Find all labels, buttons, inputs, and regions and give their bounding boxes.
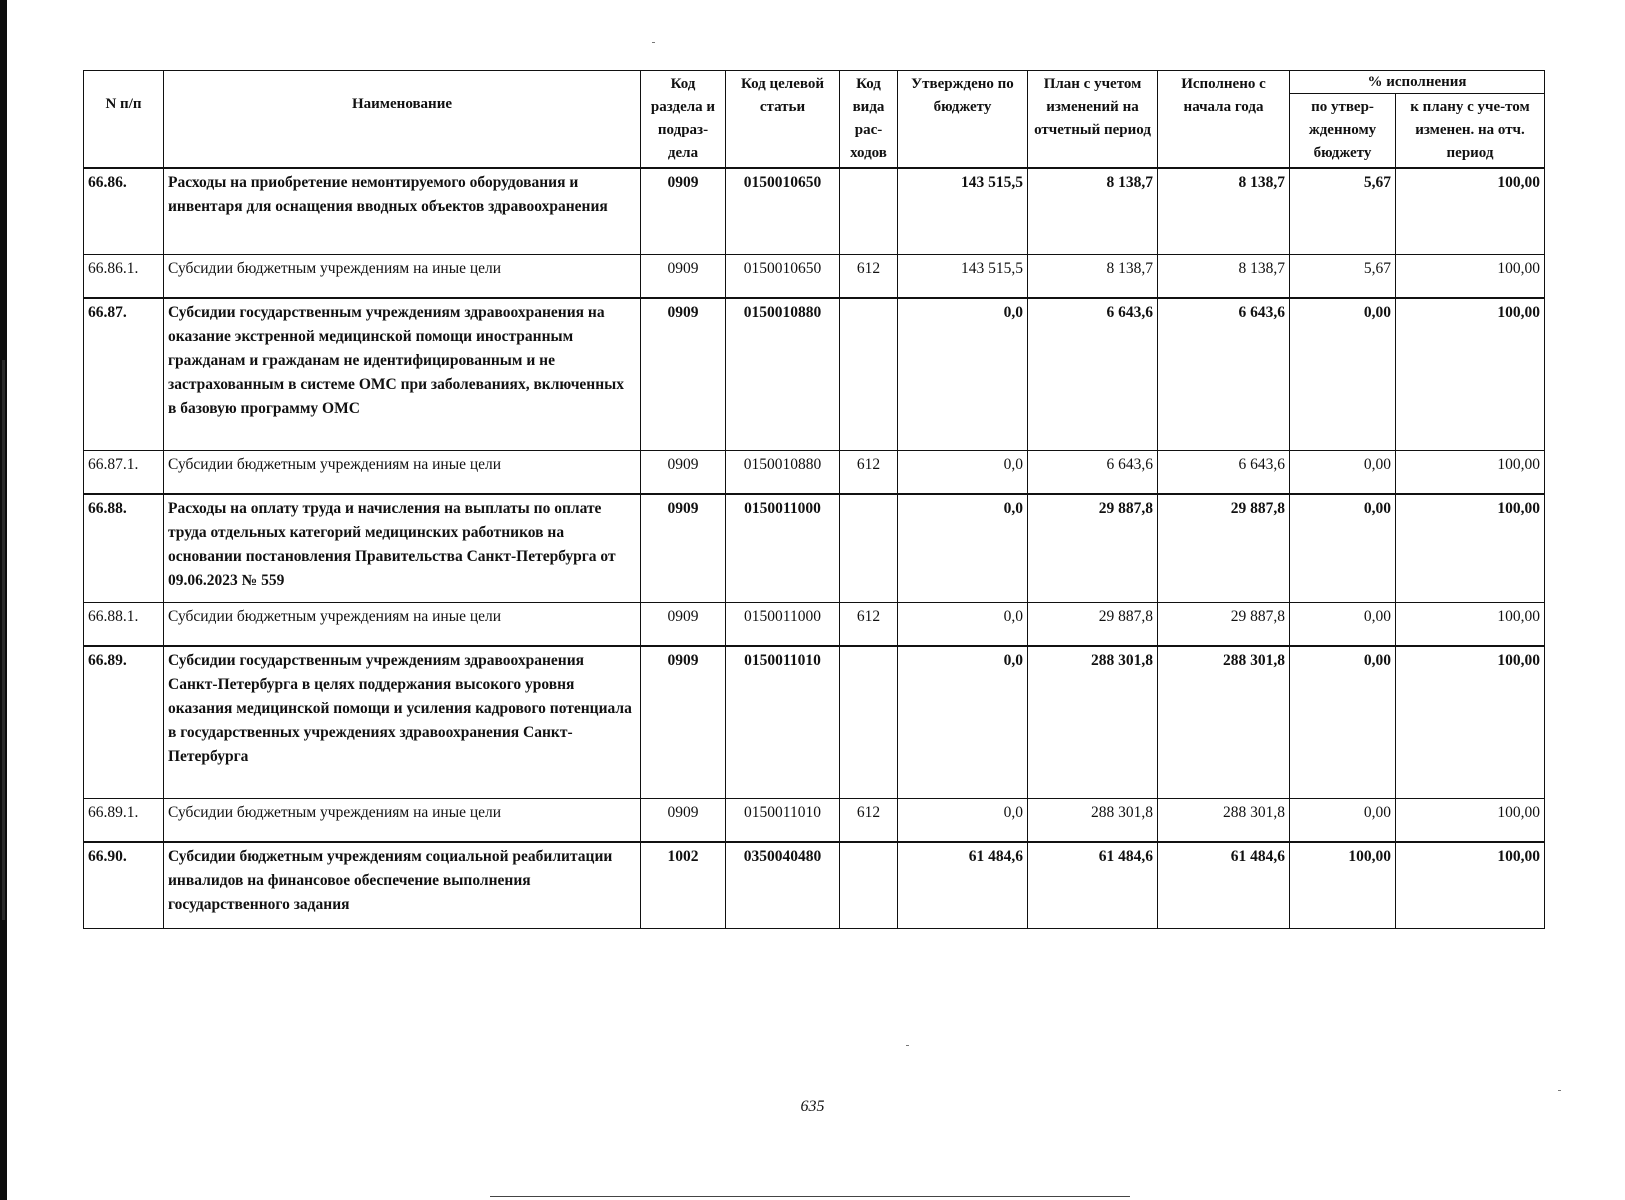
cell-pct-approved: 0,00 bbox=[1290, 494, 1396, 602]
header-executed: Исполнено с начала года bbox=[1158, 71, 1290, 169]
cell-pct-plan: 100,00 bbox=[1396, 646, 1545, 798]
cell-executed: 61 484,6 bbox=[1158, 842, 1290, 928]
cell-expense-type: 612 bbox=[840, 602, 898, 646]
cell-executed: 8 138,7 bbox=[1158, 254, 1290, 298]
table-row bbox=[84, 168, 1545, 254]
cell-pct-plan: 100,00 bbox=[1396, 798, 1545, 842]
cell-pct-approved: 0,00 bbox=[1290, 602, 1396, 646]
cell-plan: 288 301,8 bbox=[1028, 798, 1158, 842]
budget-table bbox=[83, 70, 1545, 929]
cell-num: 66.87.1. bbox=[84, 450, 164, 494]
cell-expense-type: 612 bbox=[840, 450, 898, 494]
cell-approved: 61 484,6 bbox=[898, 842, 1028, 928]
cell-section-code: 0909 bbox=[641, 298, 726, 450]
cell-name: Субсидии государственным учреждениям здравоохранения на оказание экстренной медицинской помощи иностранным гражданам и гражданам не идентифицированным и не застрахованным в системе ОМС при заболеваниях, включенных в базовую программу ОМС bbox=[164, 298, 641, 450]
cell-expense-type bbox=[840, 494, 898, 602]
cell-section-code: 0909 bbox=[641, 494, 726, 602]
cell-executed: 29 887,8 bbox=[1158, 494, 1290, 602]
cell-executed: 6 643,6 bbox=[1158, 298, 1290, 450]
header-num: N п/п bbox=[84, 71, 164, 169]
cell-plan: 29 887,8 bbox=[1028, 494, 1158, 602]
cell-pct-approved: 0,00 bbox=[1290, 298, 1396, 450]
cell-plan: 6 643,6 bbox=[1028, 450, 1158, 494]
cell-section-code: 0909 bbox=[641, 798, 726, 842]
table-body bbox=[84, 168, 1545, 928]
cell-executed: 29 887,8 bbox=[1158, 602, 1290, 646]
cell-pct-plan: 100,00 bbox=[1396, 602, 1545, 646]
cell-executed: 288 301,8 bbox=[1158, 646, 1290, 798]
table-row bbox=[84, 450, 1545, 494]
cell-approved: 0,0 bbox=[898, 602, 1028, 646]
cell-executed: 6 643,6 bbox=[1158, 450, 1290, 494]
header-pct-approved: по утвер-жденному бюджету bbox=[1290, 94, 1396, 169]
cell-plan: 29 887,8 bbox=[1028, 602, 1158, 646]
cell-name: Субсидии бюджетным учреждениям на иные цели bbox=[164, 602, 641, 646]
cell-pct-approved: 0,00 bbox=[1290, 450, 1396, 494]
header-plan: План с учетом изменений на отчетный период bbox=[1028, 71, 1158, 169]
cell-pct-approved: 0,00 bbox=[1290, 646, 1396, 798]
cell-target-code: 0150010880 bbox=[726, 450, 840, 494]
header-expense-type: Код вида рас-ходов bbox=[840, 71, 898, 169]
cell-plan: 8 138,7 bbox=[1028, 168, 1158, 254]
cell-expense-type bbox=[840, 842, 898, 928]
cell-name: Субсидии бюджетным учреждениям на иные цели bbox=[164, 798, 641, 842]
cell-num: 66.87. bbox=[84, 298, 164, 450]
cell-section-code: 0909 bbox=[641, 168, 726, 254]
header-section-code: Код раздела и подраз-дела bbox=[641, 71, 726, 169]
cell-expense-type bbox=[840, 298, 898, 450]
scan-speck bbox=[652, 42, 655, 43]
cell-pct-plan: 100,00 bbox=[1396, 298, 1545, 450]
cell-section-code: 0909 bbox=[641, 602, 726, 646]
cell-approved: 0,0 bbox=[898, 646, 1028, 798]
cell-pct-approved: 5,67 bbox=[1290, 168, 1396, 254]
cell-target-code: 0150011000 bbox=[726, 602, 840, 646]
table-header bbox=[84, 71, 1545, 169]
scan-speck bbox=[906, 1045, 909, 1046]
cell-approved: 143 515,5 bbox=[898, 254, 1028, 298]
table-row bbox=[84, 646, 1545, 798]
cell-approved: 0,0 bbox=[898, 450, 1028, 494]
cell-executed: 288 301,8 bbox=[1158, 798, 1290, 842]
cell-name: Субсидии бюджетным учреждениям социальной реабилитации инвалидов на финансовое обеспечение выполнения государственного задания bbox=[164, 842, 641, 928]
cell-pct-plan: 100,00 bbox=[1396, 254, 1545, 298]
cell-pct-plan: 100,00 bbox=[1396, 450, 1545, 494]
cell-target-code: 0150010650 bbox=[726, 168, 840, 254]
cell-name: Субсидии государственным учреждениям здравоохранения Санкт-Петербурга в целях поддержания высокого уровня оказания медицинской помощи и усиления кадрового потенциала в государственных учреждениях здравоохранения Санкт-Петербурга bbox=[164, 646, 641, 798]
table-row bbox=[84, 602, 1545, 646]
cell-name: Субсидии бюджетным учреждениям на иные цели bbox=[164, 254, 641, 298]
cell-target-code: 0150010880 bbox=[726, 298, 840, 450]
cell-target-code: 0350040480 bbox=[726, 842, 840, 928]
header-name: Наименование bbox=[164, 71, 641, 169]
cell-plan: 61 484,6 bbox=[1028, 842, 1158, 928]
cell-section-code: 0909 bbox=[641, 646, 726, 798]
cell-executed: 8 138,7 bbox=[1158, 168, 1290, 254]
cell-approved: 143 515,5 bbox=[898, 168, 1028, 254]
cell-num: 66.86. bbox=[84, 168, 164, 254]
table-row bbox=[84, 254, 1545, 298]
cell-name: Расходы на оплату труда и начисления на выплаты по оплате труда отдельных категорий медицинских работников на основании постановления Правительства Санкт-Петербурга от 09.06.2023 № 559 bbox=[164, 494, 641, 602]
table-row bbox=[84, 798, 1545, 842]
cell-pct-plan: 100,00 bbox=[1396, 168, 1545, 254]
cell-plan: 8 138,7 bbox=[1028, 254, 1158, 298]
cell-section-code: 0909 bbox=[641, 254, 726, 298]
cell-target-code: 0150010650 bbox=[726, 254, 840, 298]
cell-approved: 0,0 bbox=[898, 298, 1028, 450]
cell-target-code: 0150011010 bbox=[726, 646, 840, 798]
cell-name: Субсидии бюджетным учреждениям на иные цели bbox=[164, 450, 641, 494]
cell-pct-plan: 100,00 bbox=[1396, 842, 1545, 928]
header-target-code: Код целевой статьи bbox=[726, 71, 840, 169]
header-approved: Утверждено по бюджету bbox=[898, 71, 1028, 169]
cell-expense-type bbox=[840, 646, 898, 798]
page-number: 635 bbox=[800, 1098, 825, 1115]
cell-num: 66.90. bbox=[84, 842, 164, 928]
header-pct-group: % исполнения bbox=[1290, 71, 1545, 94]
cell-num: 66.88. bbox=[84, 494, 164, 602]
cell-plan: 288 301,8 bbox=[1028, 646, 1158, 798]
cell-pct-plan: 100,00 bbox=[1396, 494, 1545, 602]
header-pct-plan: к плану с уче-том изменен. на отч. период bbox=[1396, 94, 1545, 169]
cell-name: Расходы на приобретение немонтируемого оборудования и инвентаря для оснащения вводных объектов здравоохранения bbox=[164, 168, 641, 254]
scan-edge-shadow bbox=[2, 360, 5, 920]
cell-expense-type: 612 bbox=[840, 254, 898, 298]
cell-approved: 0,0 bbox=[898, 494, 1028, 602]
table-row bbox=[84, 842, 1545, 928]
cell-section-code: 0909 bbox=[641, 450, 726, 494]
cell-num: 66.86.1. bbox=[84, 254, 164, 298]
cell-approved: 0,0 bbox=[898, 798, 1028, 842]
cell-section-code: 1002 bbox=[641, 842, 726, 928]
cell-num: 66.89. bbox=[84, 646, 164, 798]
cell-pct-approved: 0,00 bbox=[1290, 798, 1396, 842]
footer-rule bbox=[490, 1196, 1090, 1199]
cell-expense-type bbox=[840, 168, 898, 254]
cell-plan: 6 643,6 bbox=[1028, 298, 1158, 450]
cell-target-code: 0150011010 bbox=[726, 798, 840, 842]
cell-pct-approved: 100,00 bbox=[1290, 842, 1396, 928]
cell-num: 66.89.1. bbox=[84, 798, 164, 842]
scan-speck bbox=[1558, 1090, 1561, 1091]
cell-target-code: 0150011000 bbox=[726, 494, 840, 602]
cell-expense-type: 612 bbox=[840, 798, 898, 842]
table-row bbox=[84, 298, 1545, 450]
footer-rule bbox=[1035, 1196, 1130, 1199]
table-row bbox=[84, 494, 1545, 602]
cell-num: 66.88.1. bbox=[84, 602, 164, 646]
cell-pct-approved: 5,67 bbox=[1290, 254, 1396, 298]
